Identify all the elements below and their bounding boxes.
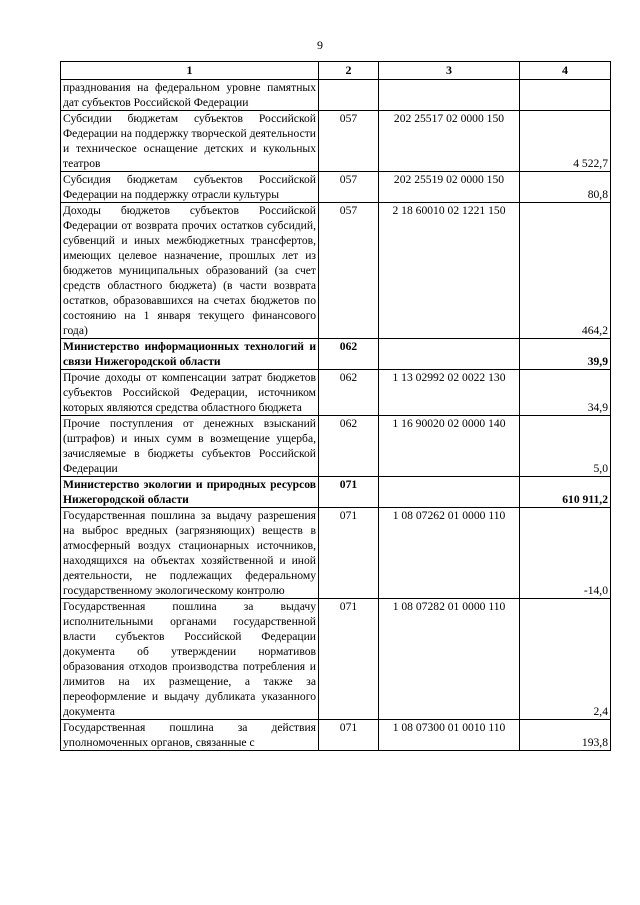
table-row xyxy=(61,599,611,720)
revenue-name-cell: Прочие поступления от денежных взысканий (штрафов) и иных сумм в возмещение ущерба, зачисляемые в бюджеты субъектов Российской Федерации xyxy=(61,416,319,477)
amount-cell xyxy=(520,80,611,111)
amount-cell: 80,8 xyxy=(520,172,611,203)
amount-cell: 464,2 xyxy=(520,203,611,339)
budget-classification-code-cell: 1 16 90020 02 0000 140 xyxy=(379,416,520,477)
budget-classification-code-cell: 202 25517 02 0000 150 xyxy=(379,111,520,172)
budget-classification-code-cell: 1 08 07262 01 0000 110 xyxy=(379,508,520,599)
budget-classification-code-cell xyxy=(379,339,520,370)
amount-cell: 34,9 xyxy=(520,370,611,416)
column-header-1: 1 xyxy=(61,62,319,80)
page-number: 9 xyxy=(317,38,323,52)
admin-code-cell: 071 xyxy=(319,508,379,599)
admin-code-cell: 057 xyxy=(319,172,379,203)
revenue-name-cell: Государственная пошлина за выдачу разрешения на выброс вредных (загрязняющих) веществ в атмосферный воздух стационарных источников, находящихся на объектах хозяйственной и иной деятельности, не подлежащих федеральному государственному экологическому контролю xyxy=(61,508,319,599)
revenue-name-cell: Доходы бюджетов субъектов Российской Федерации от возврата прочих остатков субсидий, субвенций и иных межбюджетных трансфертов, имеющих целевое назначение, прошлых лет из бюджетов муниципальных образований (за счет средств областного бюджета) (в части возврата остатков, образовавшихся на счетах бюджетов по состоянию на 1 января текущего финансового года) xyxy=(61,203,319,339)
revenue-name-cell: празднования на федеральном уровне памятных дат субъектов Российской Федерации xyxy=(61,80,319,111)
table-row xyxy=(61,477,611,508)
table-row xyxy=(61,339,611,370)
admin-code-cell: 071 xyxy=(319,599,379,720)
amount-cell: 5,0 xyxy=(520,416,611,477)
admin-code-cell: 062 xyxy=(319,370,379,416)
admin-code-cell: 071 xyxy=(319,477,379,508)
amount-cell: 610 911,2 xyxy=(520,477,611,508)
admin-code-cell xyxy=(319,80,379,111)
amount-cell: 39,9 xyxy=(520,339,611,370)
admin-code-cell: 062 xyxy=(319,339,379,370)
revenue-name-cell: Государственная пошлина за выдачу исполнительными органами государственной власти субъектов Российской Федерации документа об утверждении нормативов образования отходов производства потребления и лимитов на их размещение, а также за переоформление и выдачу дубликата указанного документа xyxy=(61,599,319,720)
column-header-4: 4 xyxy=(520,62,611,80)
admin-code-cell: 071 xyxy=(319,720,379,751)
amount-cell: 4 522,7 xyxy=(520,111,611,172)
admin-code-cell: 062 xyxy=(319,416,379,477)
revenue-name-cell: Министерство экологии и природных ресурсов Нижегородской области xyxy=(61,477,319,508)
table-row xyxy=(61,111,611,172)
table-row xyxy=(61,508,611,599)
admin-code-cell: 057 xyxy=(319,111,379,172)
amount-cell: 193,8 xyxy=(520,720,611,751)
revenue-name-cell: Прочие доходы от компенсации затрат бюджетов субъектов Российской Федерации, источником которых являются средства областного бюджета xyxy=(61,370,319,416)
revenue-name-cell: Государственная пошлина за действия уполномоченных органов, связанные с xyxy=(61,720,319,751)
amount-cell: 2,4 xyxy=(520,599,611,720)
budget-classification-code-cell: 1 13 02992 02 0022 130 xyxy=(379,370,520,416)
column-header-3: 3 xyxy=(379,62,520,80)
budget-classification-code-cell xyxy=(379,80,520,111)
admin-code-cell: 057 xyxy=(319,203,379,339)
table-header-row xyxy=(61,62,611,80)
column-header-2: 2 xyxy=(319,62,379,80)
table-row xyxy=(61,203,611,339)
budget-classification-code-cell: 202 25519 02 0000 150 xyxy=(379,172,520,203)
revenue-name-cell: Министерство информационных технологий и связи Нижегородской области xyxy=(61,339,319,370)
budget-classification-code-cell xyxy=(379,477,520,508)
table-row xyxy=(61,370,611,416)
table-row xyxy=(61,416,611,477)
budget-classification-code-cell: 1 08 07282 01 0000 110 xyxy=(379,599,520,720)
amount-cell: -14,0 xyxy=(520,508,611,599)
budget-classification-code-cell: 1 08 07300 01 0010 110 xyxy=(379,720,520,751)
revenue-name-cell: Субсидии бюджетам субъектов Российской Федерации на поддержку творческой деятельности и техническое оснащение детских и кукольных театров xyxy=(61,111,319,172)
table-row xyxy=(61,720,611,751)
revenue-name-cell: Субсидия бюджетам субъектов Российской Федерации на поддержку отрасли культуры xyxy=(61,172,319,203)
budget-classification-code-cell: 2 18 60010 02 1221 150 xyxy=(379,203,520,339)
table-row xyxy=(61,80,611,111)
budget-revenue-table xyxy=(60,61,611,751)
table-row xyxy=(61,172,611,203)
